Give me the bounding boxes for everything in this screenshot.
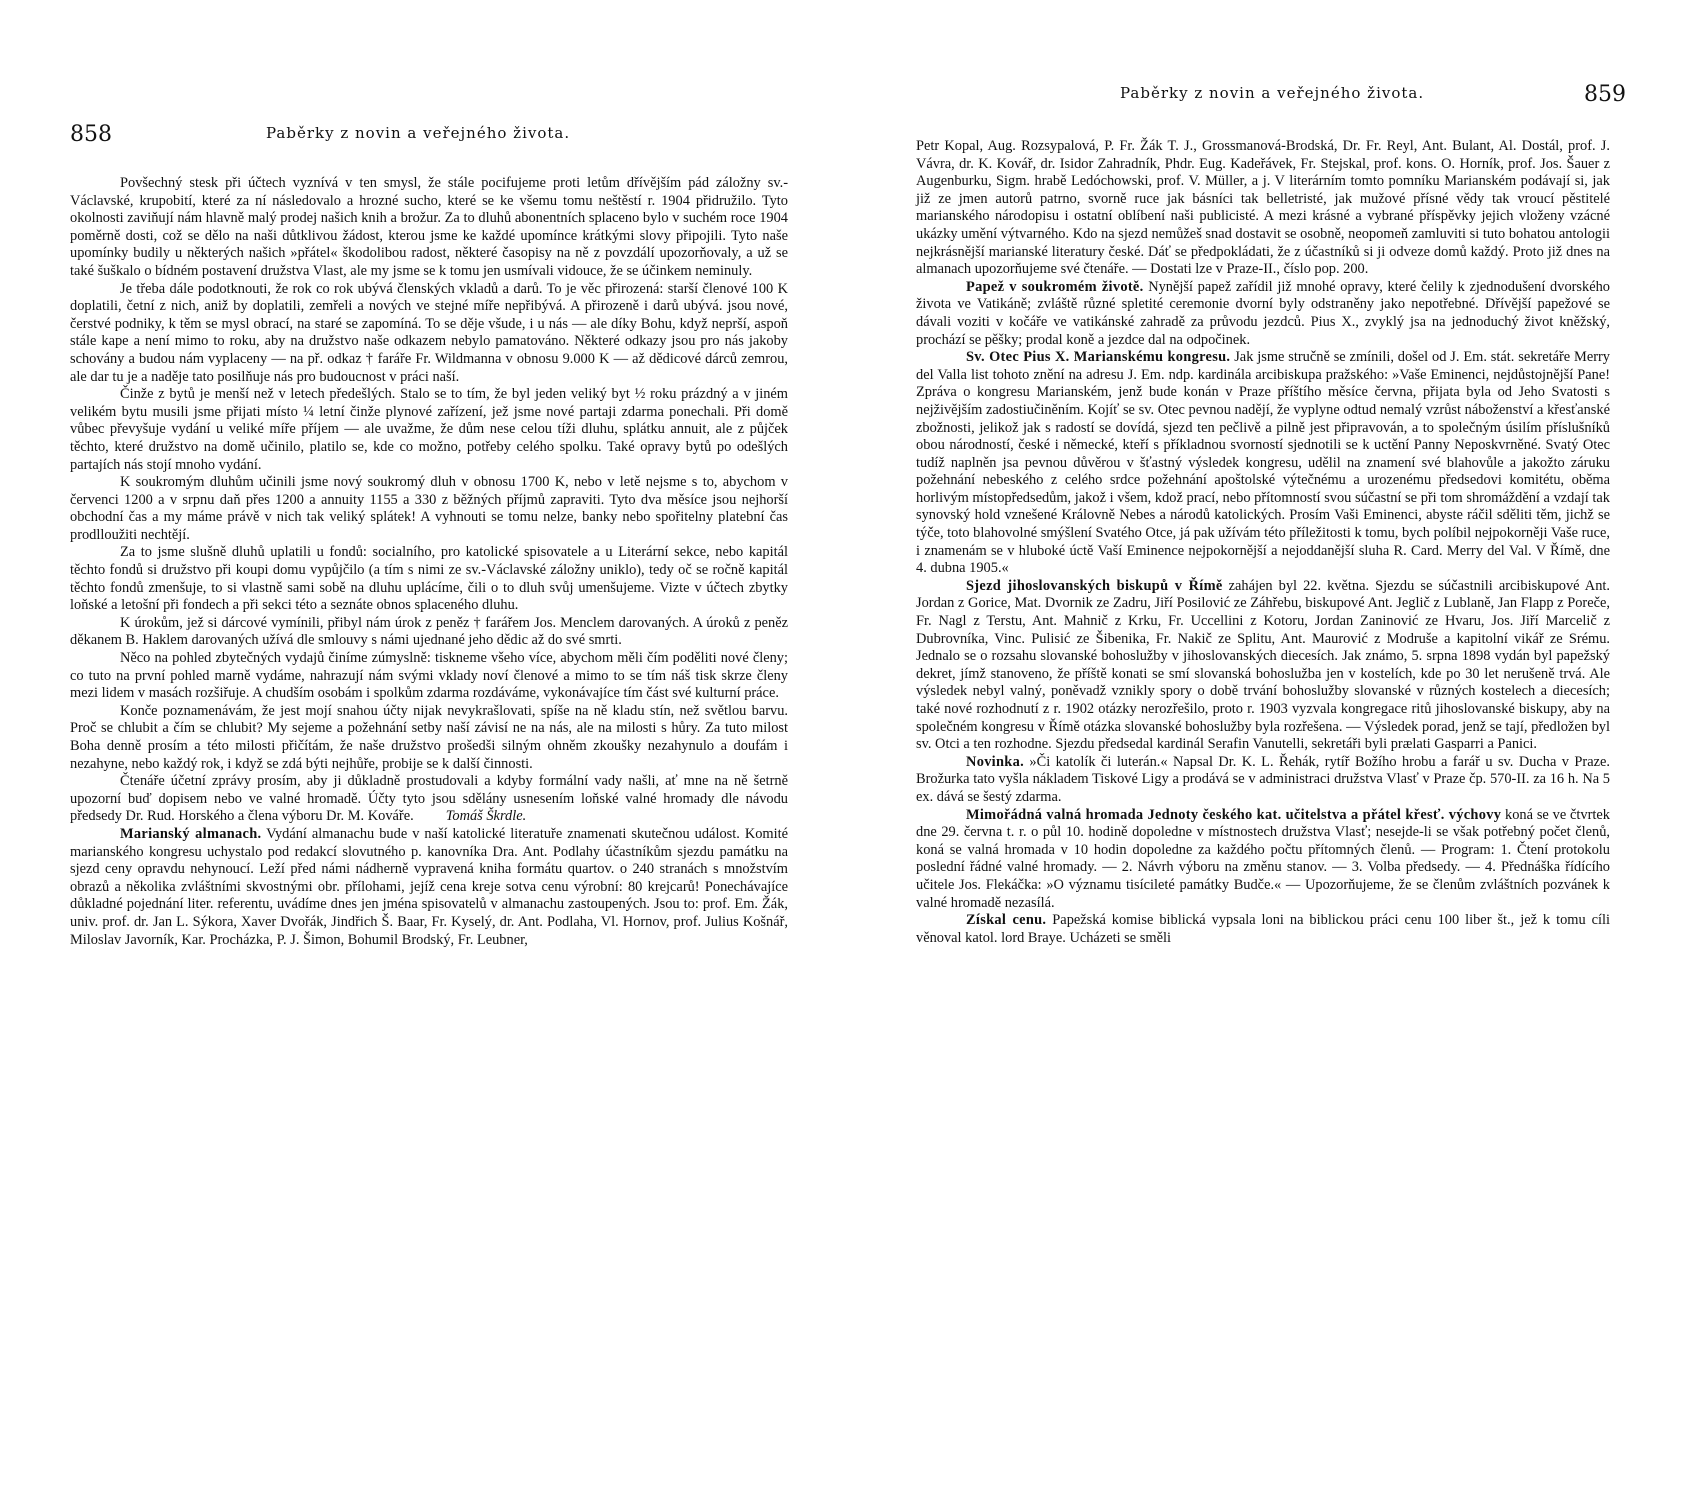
section-text: »Či katolík či luterán.« Napsal Dr. K. L. Řehák, rytíř Božího hrobu a farář u sv. Ducha v Praze. Brožurka tato vyšla nákladem Tiskové Ligy a prodává se v administraci družstva Vlasť v Praze čp. 570-II. za 16 h. Na 5 ex. dává se šestý zdarma. (916, 753, 1610, 805)
news-item (916, 807, 1610, 913)
section-text: zahájen byl 22. května. Sjezdu se súčastnili arcibiskupové Ant. Jordan z Gorice, Mat. Dvornik ze Zadru, Jiří Posilović ze Záhřebu, biskupové Ant. Jeglič z Lublaně, Jan Flapp z Poreče, Fr. Nagl z Terstu, Ant. Mahnič z Krku, Fr. Uccellini z Kotoru, Jordan Zaninović ze Hvaru, Jos. Jiří Marcelič z Dubrovníka, Vinc. Pulisić ze Šibenika, Fr. Nakič ze Splitu, Ant. Maurović z Modruše a kapitolní vikář ze Srému. Jednalo se o rozsahu slovanské bohoslužby v jihoslovanských diecesích. Jak známo, 5. srpna 1898 vydán byl papežský dekret, jímž stanoveno, že příště konati se smí slovanská bohoslužba jen v kostelích, kde po 30 let nerušeně trvá. Ale výsledek nebyl valný, poněvadž vznikly spory o době trvání bohoslužby slovanské v různých kostelech a diecesích; také nové rozhodnutí z r. 1902 otázky nerozřešilo, proto r. 1903 vyzvala kongregace ritů jihoslovanské biskupy, aby na společném kongresu v Římě otázka slovanské bohoslužby byla rozřešena. — Výsledek porad, jenž se tají, předložen byl sv. Otci a ten rozhodne. Sjezdu předsedal kardinál Serafin Vanutelli, sekretáři byli prælati Gasparri a Panici. (916, 577, 1610, 753)
section-text: Nynější papež zařídil již mnohé opravy, které čelily k zjednodušení dvorského života ve Vatikáně; zvláště různé spletité ceremonie dvorní byly odstraněny jako nepotřebné. Dřívější papežové se dávali voziti v kočáře ve vatikánské zahradě za průvodu jezdců. Pius X., zvyklý jsa na jednoduchý život kněžský, prochází se pěšky; prodal koně a jezdce dal na odpočinek. (916, 278, 1611, 348)
left-page-body (70, 175, 788, 1475)
page-number: 858 (70, 122, 112, 147)
paragraph: Činže z bytů je menší než v letech předešlých. Stalo se to tím, že byl jeden veliký byt ½ roku prázdný a v jiném velikém bytu musili jsme přijati místo ¼ letní činže plynové zařízení, jež jsme nové partaji zdarma ponechali. Při domě vůbec převyšuje vydání u veliké míře příjem — ale uvažme, že dům nese celou tíži dluhu, splátku annuit, ale z půjček těchto, které družstvo na domě učinilo, platilo se, kde co možno, potřeby celého spolku. Také opravy bytů po odešlých partajích nás stojí mnoho vydání. (70, 386, 788, 473)
page-number: 859 (1584, 82, 1626, 107)
news-item (916, 754, 1610, 807)
section-heading: Novinka. (966, 753, 1024, 770)
right-page-body (916, 138, 1610, 1478)
paragraph: K úrokům, jež si dárcové vymínili, přibyl nám úrok z peněz † farářem Jos. Menclem darovaných. A úroků z peněz děkanem B. Haklem darovaných užívá dle smlouvy s námi ujednané jeho dědic až do své smrti. (70, 614, 788, 649)
section-text: koná se ve čtvrtek dne 29. června t. r. o půl 10. hodině dopoledne v místnostech družstva Vlasť; nesejde-li se však potřebný počet členů, koná se valná hromada v 10 hodin dopoledne za každého počtu přítomných členů. — Program: 1. Čtení protokolu poslední řádné valné hromady. — 2. Návrh výboru na změnu stanov. — 3. Volba předsedy. — 4. Přednáška řídícího učitele Jos. Flekáčka: »O významu tisícileté památky Budče.« — Upozorňujeme, že se členům zvláštních pozvánek k valné hromadě nezasílá. (916, 806, 1610, 911)
almanach-paragraph (70, 826, 788, 949)
paragraph: Je třeba dále podotknouti, že rok co rok ubývá členských vkladů a darů. To je věc přirozená: starší členové 100 K doplatili, četní z nich, aniž by doplatili, zemřeli a nových ve stejné míře nepřibývá. A přirozeně i darů ubývá. jsou nové, čerstvé podniky, k těm se mysl obrací, na staré se zapomíná. To se děje všude, i u nás — ale díky Bohu, když neprší, aspoň stále kape a není mimo to roku, aby na družstvo naše odkazem nebylo pamatováno. Některé odkazy jsou pro nás jakoby schovány a budou nám vyplaceny — na př. odkaz † faráře Fr. Wildmanna v obnosu 9.000 K — až dědicové dárců zemrou, ale dar tu je a naděje tato posilňuje nás pro budoucnost v práci naší. (70, 280, 788, 385)
news-item (916, 578, 1610, 754)
section-heading: Získal cenu. (966, 912, 1047, 929)
running-head: Paběrky z novin a veřejného života. (266, 124, 571, 142)
section-heading: Sjezd jihoslovanských biskupů v Římě (966, 577, 1223, 594)
section-heading: Mimořádná valná hromada Jednoty českého kat. učitelstva a přátel křesť. výchovy (966, 806, 1502, 823)
paragraph: Konče poznamenávám, že jest mojí snahou účty nijak nevykrašlovati, spíše na ně kladu stín, než světlou barvu. Proč se chlubit a čím se chlubit? My sejeme a požehnání setby naší závisí ne na nás, ale na milosti s hůry. Za tuto milost Boha denně prosím a této milosti přičítám, že naše družstvo prošedši silným ohněm zkoušky nezahynulo a doufám i nezahyne, nebo každý rok, i když se zdá býti nejhůře, probije se k další činnosti. (70, 702, 788, 772)
news-item (916, 349, 1610, 578)
section-heading: Marianský almanach. (120, 825, 262, 842)
running-head: Paběrky z novin a veřejného života. (1120, 84, 1425, 102)
almanach-continued: Petr Kopal, Aug. Rozsypalová, P. Fr. Žák T. J., Grossmanová-Brodská, Dr. Fr. Reyl, Ant. Bulant, Al. Dostál, prof. J. Vávra, dr. K. Kovář, dr. Isidor Zahradník, Phdr. Eug. Kadeřávek, Fr. Stejskal, prof. kons. O. Horník, prof. Jos. Šauer z Augenburku, Sigm. hrabě Ledóchowski, prof. V. Müller, a j. V literárním tomto pomníku Marianském podávají si, jak již ze jmen autorů patrno, svorně ruce jak básníci tak belletristé, jak mužové přísné vědy tak vroucí pěstitelé marianského národopisu i ostatní oblíbení naši publicisté. A mezi krásné a vybrané příspěvky jejich vloženy vzácné ukázky umění výtvarného. Kdo na sjezd nemůžeš snad dostavit se osobně, neopomeň zamluviti si tuto bohatou antologii nejkrásnější marianské literatury české. Dáť se předpokládati, že z účastníků si ji odveze domů každý. Proto již dnes na almanach upozorňujeme své čtenáře. — Dostati lze v Praze-II., číslo pop. 200. (916, 138, 1610, 278)
section-text: Vydání almanachu bude v naší katolické literatuře znamenati skutečnou událost. Komité marianského kongresu uchystalo pod redakcí slovutného p. kanovníka Dra. Ant. Podlahy účastníkům sjezdu památku na sjezd ceny opravdu nehynoucí. Leží před námi nádherně vypravená kniha formátu quartov. o 240 stranách s množstvím obrazů a několika zvláštními skvostnými obr. přílohami, jejíž cena kreje sotva cenu výrobní: 80 krejcarů! Ponechávajíce důkladné pojednání liter. referentu, uvádíme dnes jen jména spisovatelů v almanachu zastoupených. Jsou to: prof. Em. Žák, univ. prof. dr. Jan L. Sýkora, Xaver Dvořák, Jindřich Š. Baar, Fr. Kyselý, dr. Ant. Podlaha, Vl. Hornov, prof. Julius Košnář, Miloslav Javorník, Kar. Procházka, P. J. Šimon, Bohumil Brodský, Fr. Leubner, (70, 825, 788, 948)
paragraph: Něco na pohled zbytečných vydajů činíme zúmyslně: tiskneme všeho více, abychom měli čím poděliti nové členy; co tuto na první pohled marně vydáme, nahrazují nám svými vklady noví členové a mimo to se tím náš tisk skrze členy mezi lidem v masách rozšiřuje. A chudším osobám i spolkům zdarma rozdáváme, vykonávajíce tím část své kulturní práce. (70, 650, 788, 702)
section-text: Papežská komise biblická vypsala loni na biblickou práci cenu 100 liber št., jež k tomu cíli věnoval katol. lord Braye. Ucházeti se směli (916, 912, 1610, 946)
paragraph: Za to jsme slušně dluhů uplatili u fondů: socialního, pro katolické spisovatele a u Literární sekce, nebo kapitál těchto fondů si družstvo při koupi domu vypůjčilo (a tím s nimi ze sv.-Václavské záložny uniklo), tedy oč se ročně kapitál těchto fondů zmenšuje, to si vlastně sami sobě na dluhu uplácíme, čili o to dluh svůj umenšujeme. Vizte v účtech zbytky loňské a letošní při fondech a při sekci této a seznáte obnos splaceného dluhu. (70, 544, 788, 614)
paragraph: K soukromým dluhům učinili jsme nový soukromý dluh v obnosu 1700 K, nebo v letě nejsme s to, abychom v červenci 1200 a v srpnu daň přes 1200 a annuity 1155 a 330 z běžných příjmů zapraviti. Tyto dva měsíce jsou nejhorší obchodní čas a my máme právě v nich tak veliký splátek! A vyhnouti se tomu nelze, banky nebo spořitelny platební čas prodlloužiti nechtějí. (70, 474, 788, 543)
paragraph-text: Čtenáře účetní zprávy prosím, aby ji důkladně prostudovali a kdyby formální vady našli, ať mne na ně šetrně upozorní buď dopisem nebo ve valné hromadě. Účty tyto jsou sdělány usnesením loňské valné hromady dle návodu předsedy Dr. Rud. Horského a člena výboru Dr. M. Kováře. (70, 773, 788, 825)
section-heading: Papež v soukromém životě. (966, 278, 1144, 295)
section-heading: Sv. Otec Pius X. Marianskému kongresu. (966, 349, 1231, 366)
paragraph: Povšechný stesk při účtech vyznívá v ten smysl, že stále pocifujeme proti letům dřívějším pád záložny sv.-Václavské, krupobití, které za ní následovalo a hrozné sucho, které se ke všemu tomu neštěstí r. 1904 přidružilo. Tyto okolnosti zaviňují nám hlavně malý prodej našich knih a brožur. Za to dluhů abonentních splaceno bylo v suchém roce 1904 poměrně dosti, což se dělo na naši důtklivou žádost, kterou jsme ke každé upomínce krátkými slovy připojili. Tyto naše upomínky budily u některých našich »přátel« škodolibou radost, některé časopisy na ně z povzdálí upozorňovaly, a už se také šuškalo o bídném postavení družstva Vlast, ale my jsme se k tomu jen usmívali vidouce, že se účinkem neminuly. (70, 175, 788, 279)
news-item (916, 279, 1610, 349)
news-item (916, 912, 1610, 947)
author-signature: Tomáš Škrdle. (445, 808, 527, 825)
paragraph-with-signature (70, 773, 788, 826)
section-text: Jak jsme stručně se zmínili, došel od J. Em. stát. sekretáře Merry del Valla list tohoto znění na adresu J. Em. ndp. kardinála arcibiskupa pražského: »Vaše Eminenci, nejdůstojnější Pane! Zpráva o kongresu Marianském, jenž bude konán v Praze příštího měsíce června, přijata byla od Jeho Svatosti s nejživějším zadostiučiněním. Kojíť se sv. Otec pevnou nadějí, že vyplyne odtud nemalý vzrůst náboženství a křesťanské zbožnosti, jelikož jak s radostí se dovídá, sjezd ten pečlivě a pilně jest připravován, a to společným úsilím příslušníků obou národností, české i německé, kteří s příkladnou svorností sjednotili se k uctění Panny Neposkvrněné. Svatý Otec tudíž naplněn jsa pevnou důvěrou v šťastný výsledek kongresu, udělil na znamení své blahovůle a jakožto záruku požehnání nebeského z celého srdce požehnání apoštolské výtečnému a urozenému předsedovi komitétu, oběma horlivým místopředsedům, jakož i všem, kdož prací, nebo přítomností svou súčastní se při tom shromáždění a vzdají tak synovský hold vznešené Královně Nebes a národů katolických. Prosím Vaši Eminenci, abyste ráčil sděliti těm, jichž se týče, toto blahovolné smýšlení Svatého Otce, já pak užívám této příležitosti k tomu, bych políbil nejpokorněji Vaše ruce, i znamenám se v hluboké úctě Vaší Eminence nejpokornější a nejoddanější sluha R. Card. Merry del Val. V Římě, dne 4. dubna 1905.« (916, 349, 1610, 577)
